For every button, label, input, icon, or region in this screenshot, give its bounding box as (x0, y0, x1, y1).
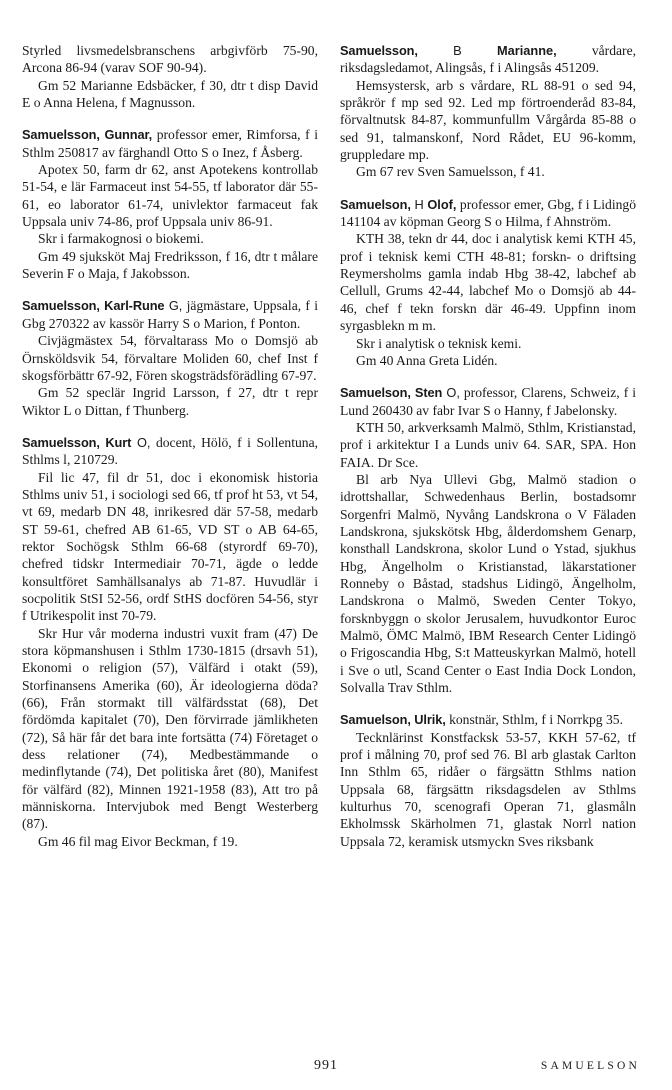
entry-writings: Skr i farmakognosi o biokemi. (38, 231, 204, 247)
entry-header-text: professor emer, Rimforsa, f i Sthlm 250817 av färghandl Otto S o Inez, f Åsberg. (22, 127, 318, 160)
entry-header-text: vårdare, riksdagsledamot, Alingsås, f i Alingsås 451209. (340, 43, 636, 76)
entry-kurt-samuelsson (22, 434, 318, 850)
entry-surname: Samuelson, (340, 196, 411, 212)
entry-given-initial: O, (131, 434, 151, 450)
entry-header (340, 384, 636, 419)
entry-career: Tecknlärinst Konstfacksk 53-57, KKH 57-62, tf prof i målning 70, prof sed 76. Bl arb glastak Carlton Inn Sthlm 65, ridåer o färgsättn Sthlms nation Uppsala 68, färgsättn riksdagsdelen av Sthlms kulturhus 70, scenografi Operan 71, glasmåln Ekholmssk Skärholmen 71, glastak Norrl nation Uppsala 72, keramisk utsmyckn Sves riksbank (340, 729, 636, 849)
entry-continuation (22, 42, 318, 111)
entry-career: Hemsystersk, arb s vårdare, RL 88-91 o sed 94, språkrör f mp sed 92. Led mp förtroenderåd 83-84, förvaltnutsk 84-87, kommunfullm Vårgårda 85-88 o sed 91, talmanskonf, Nord Rådet, EU 96-komm, gruppledare mp. (340, 77, 636, 163)
entry-header (22, 297, 318, 332)
entry-given-name: Olof, (427, 196, 457, 212)
entry-writings: Skr Hur vår moderna industri vuxit fram (47) De stora köpmanshusen i Sthlm 1730-1815 (drsavh 51), Ekonomi o religion (57), Välfärd i otakt (59), Storfinansens Amerika (60), Är ideologierna döda? (66), Från stormakt till välfärdsstat (68), Det fördömda kapitalet (70), Den förvirrade jämlikheten (72), Så här får det bara inte fortsätta (74) Företaget o dess relationer (74), Medbestämmande o medinflytande (74), Det politiska året (80), Manifest för välfärd (82), Minnen 1921-1958 (83), Att tro på människorna. Intervjubok med Bengt Westerberg (87). (22, 625, 318, 832)
entry-header-text: professor emer, Gbg, f i Lidingö 141104 av köpman Georg S o Hilma, f Ahnström. (340, 196, 636, 230)
entry-sten-samuelson (340, 384, 636, 696)
entry-surname: Samuelsson, Karl-Rune (22, 298, 165, 314)
entry-given-initial: H (410, 196, 428, 212)
entry-works: Bl arb Nya Ullevi Gbg, Malmö stadion o idrottshallar, Schwedenhaus Berlin, bostadsomr Sorgenfri Malmö, Nyvång Landskrona o V Fäladen Landskrona, sjukskötsk Hbg, ålderdomshem Genarp, konsthall Landskrona, skolor Lund o Ystad, sjukhus Hbg, Ängelholm o Kristianstad, läkarstationer Ronneby o Båstad, stadshus Lidingö, Ängelholm, Landskrona o Malmö, Sweden Center Tokyo, forsknbyggn o skolor Jerusalem, huvudkontor Euroc Malmö, ÖMC Malmö, IBM Research Center Lidingö o Frigoscandia Hbg, S:t Matteuskyrkan Malmö, hotell i Sve o utl, Scand Center o East India Dock London, Solvalla Trav Sthlm. (340, 471, 636, 696)
entry-marriage: Gm 52 Marianne Edsbäcker, f 30, dtr t disp David E o Anna Helena, f Magnusson. (22, 77, 318, 111)
entry-marianne-samuelsson (340, 42, 636, 181)
entry-surname: Samuelsson, Gunnar, (22, 127, 153, 143)
entry-header-text: jägmästare, Uppsala, f i Gbg 270322 av kassör Harry S o Marion, f Ponton. (22, 298, 318, 331)
entry-surname: Samuelsson, Kurt (22, 434, 132, 450)
entry-header (22, 126, 318, 161)
entry-surname: Samuelson, Sten (340, 385, 443, 401)
entry-header-text: konstnär, Sthlm, f i Norrkpg 35. (445, 712, 623, 728)
entry-marriage: Gm 67 rev Sven Samuelsson, f 41. (356, 164, 545, 180)
entry-marriage: Gm 40 Anna Greta Lidén. (356, 352, 498, 368)
entry-karl-rune-samuelsson (22, 297, 318, 418)
entry-marriage: Gm 49 sjuksköt Maj Fredriksson, f 16, dtr t målare Severin F o Maja, f Jakobsson. (22, 248, 318, 282)
entry-career: KTH 38, tekn dr 44, doc i analytisk kemi KTH 45, prof i teknisk kemi CTH 48-81; forskn- o driftsing Reymersholms gamla indab Hbg 38-42, labchef ab Cellull, Grums 42-44, labchef Mo o Domsjö ab 44-46, chef f tekn forskn där 46-49. Uppfinn inom syrgasblekn m m. (340, 231, 636, 334)
entry-given-initial: O, (442, 385, 460, 401)
entry-olof-samuelson (340, 196, 636, 369)
entry-given-initial: B (417, 43, 497, 58)
entry-surname: Samuelsson, (340, 43, 418, 58)
entry-header (340, 42, 636, 77)
entry-career: Civjägmästex 54, förvaltarass Mo o Domsjö ab Örnsköldsvik 54, förvaltare Moliden 60, chef Inst f skogsförbättr 67-92, Fören skogsträdsförädling 67-97. (22, 333, 318, 383)
entry-marriage: Gm 46 fil mag Eivor Beckman, f 19. (38, 833, 238, 849)
entry-career: KTH 50, arkverksamh Malmö, Sthlm, Kristianstad, prof i arkitektur I a Lunds univ 64. SAR, SPA. Hon FAIA. Dr Sce. (340, 419, 636, 470)
entry-gunnar-samuelsson (22, 126, 318, 282)
entry-surname: Samuelson, Ulrik, (340, 712, 446, 728)
entry-header (340, 196, 636, 231)
entry-header (22, 434, 318, 469)
entry-ulrik-samuelson (340, 711, 636, 850)
entry-header-text: professor, Clarens, Schweiz, f i Lund 260430 av fabr Ivar S o Hanny, f Jabelonsky. (340, 385, 636, 418)
entry-header (340, 711, 636, 728)
entry-writings: Skr i analytisk o teknisk kemi. (356, 335, 522, 351)
entry-marriage: Gm 52 speclär Ingrid Larsson, f 27, dtr t repr Wiktor L o Dittan, f Thunberg. (22, 385, 318, 418)
entry-given-name: Marianne, (496, 43, 557, 58)
entry-career: Apotex 50, farm dr 62, anst Apotekens kontrollab 51-54, e lär Farmaceut inst 54-55, tf laborator där 55-61, eo laborator 61-74, univlektor farmaceut fak Uppsala univ 74-86, prof Uppsala univ 86-91. (22, 162, 318, 230)
page-number: 991 (314, 1058, 338, 1073)
entry-career: Fil lic 47, fil dr 51, doc i ekonomisk historia Sthlms univ 51, i sociologi sed 66, tf prof ht 53, vt 54, vt 69, medarb DN 48, inrikesred där 57-58, medarb ST 59-61, chefred AB 61-65, VD ST o AB 64-65, rektor Sochögsk Sthlm 66-68 (styrordf 69-70), chefred tidskr Intermediair 70-71, ägde o ledde konsultföret Samhällsanalys ab 71-87. Huvudlär i socpolitik StSI 52-56, ordf StHS docfören 54-56, styr f Utrikespolit inst 70-79. (22, 469, 318, 624)
right-column (340, 42, 636, 865)
left-column (22, 42, 318, 865)
entry-text: Styrled livsmedelsbranschens arbgivförb 75-90, Arcona 86-94 (varav SOF 90-94). (22, 43, 318, 76)
entry-header-text: docent, Hölö, f i Sollentuna, Sthlms l, 210729. (22, 434, 318, 468)
running-head: SAMUELSON (540, 1060, 640, 1072)
entry-given-initial: G, (164, 298, 183, 314)
